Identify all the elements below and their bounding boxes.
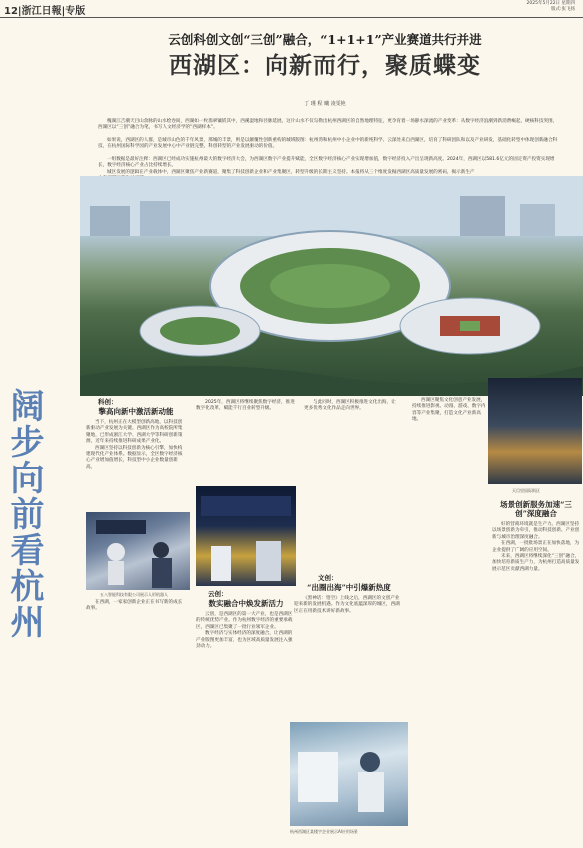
header-date (527, 1, 575, 13)
street-photo-caption: 天目里国际街区 (512, 488, 540, 493)
culture-intro (304, 400, 400, 413)
tech-section-cont (86, 600, 186, 613)
issue-date: 2025年5月22日 星期四 (526, 1, 575, 6)
cloud-label: 云创： (208, 590, 228, 598)
cloud-section (196, 590, 296, 650)
culture-col2 (412, 398, 486, 424)
article-title: 西湖区：向新而行，聚质蝶变 (169, 52, 481, 79)
cloud-paragraph: 云创，是西湖区的第一大产业，也是西湖区的传统优势产业。作为杭州数字经济的重要承载区，西湖区已集聚了一批行业领军企业。 (196, 612, 293, 630)
tech-paragraph: 西湖区坚持以科技创新为核心引擎，加快构建现代化产业体系。数据显示，全区数字经济核心产业增加值增长，科技型中小企业数量创新高。 (86, 445, 183, 470)
lead-paragraph: 城区发展的逻辑在产业载体中，西湖区聚焦产业新赛道，聚集了科技创新企业和产业集聚区，转型升级的长期主义坚持。本报将从三个维度发掘西湖区高质量发展的密码，揭示新生产 (107, 170, 475, 175)
lead-paragraph: 一组数据是最好注释：西湖区已经成功实施杭州最大的数字经济大会，为西湖区数字产业提升赋能，全区数字经济核心产业实现增加值，数字经济投入产出呈现新高度。2024年，西湖区以581.6亿元的固定资产投资实现增长，数字经济核心产业占比持续增长。 (98, 157, 555, 169)
article-subtitle: 云创科创文创“三创”融合，“1+1+1”产业赛道共行并进 (168, 32, 482, 47)
tech-heading: 擎高向新中激活新动能 (98, 407, 174, 416)
street-night-photo (488, 378, 582, 484)
culture-paragraph: 《黑神话：悟空》上线之后，西湖区的文创产业迎来新的发展机遇。作为文化底蕴深厚的城区，西湖区正在用新技术讲好新故事。 (294, 596, 400, 614)
tech-section (86, 398, 186, 471)
scene-section (492, 500, 580, 573)
culture-paragraph: 与此同时，西湖区积极推进文化出海，让更多优秀文化作品走向世界。 (304, 400, 396, 412)
tech-label: 科创： (98, 398, 118, 406)
culture-paragraph: 西湖区聚焦文化创意产业发展，持续推进影视、动漫、游戏、数字内容等产业集聚，打造文化产业新高地。 (412, 398, 486, 423)
exhibition-photo (196, 486, 296, 586)
scene-paragraph: 未来，西湖区将继续深化“三创”融合，加快培育新质生产力，为杭州打造高质量发展示范区贡献西湖力量。 (492, 554, 580, 572)
robot-photo-caption: 五八智能科技有限公司展示人形机器人 (100, 592, 168, 597)
lead-paragraph: 如果说，西湖区的人群，是城市山色的千年风景，那城的丰景，则是以颠覆性创新重构的城域版图：杭州湾和杭州中小企业中的新纯科学、云深处来自西湖区，培育了科研团队和以及产业研发，基础化转型中体现创新融合科技，在杭州国际科学园的产业发展中心中产业链完整，科创转型的产业发展驱动的价值。 (98, 138, 558, 150)
tech-paragraph: 在西湖，一家家创新企业正在书写新的成长故事。 (86, 600, 183, 612)
newspaper-masthead: 12|浙江日報|专版 (4, 6, 86, 17)
editor-credit: 版式:张飞扬 (550, 7, 575, 12)
stadium-illustration (80, 176, 583, 396)
cloud-paragraph: 2025年，西湖区将继续聚焦数字经济，推进数字化改革，赋能千行百业转型升级。 (196, 400, 295, 412)
page-header (0, 0, 583, 18)
lead-paragraph: 槐湖江吉潮天目山余脉的山水绘卷间，西湖如一枚翡翠镶嵌其中，西溪湿地和径脉延展。这片山水不仅勾勒出杭州西湖区的自然地理特征，更孕育着一场静水深流的产业变革：从数字经济浪潮到新消费崛起，硬核科技突围，西湖区以“三创”融合为笔，书写人文经济学的“西湖样本”。 (98, 119, 558, 131)
robot-photo (86, 512, 190, 590)
culture-label: 文创： (318, 574, 338, 582)
scene-heading: 场景创新服务加速“三创”深度融合 (500, 500, 572, 518)
culture-section (294, 574, 404, 615)
scene-paragraph: 在西湖，一批批场景正在加快落地，为企业提供了广阔的应用空间。 (492, 541, 580, 553)
ai-lab-photo (290, 722, 408, 826)
cloud-intro (196, 400, 296, 413)
aerial-stadium-photo (80, 176, 583, 396)
cloud-heading: 数实融合中焕发新活力 (208, 599, 284, 608)
culture-heading: “出圈出海”中引爆新热度 (307, 583, 391, 592)
scene-paragraph: 好的营商环境就是生产力。西湖区坚持以场景创新为牵引，推动科技创新、产业创新与城市治理深度融合。 (492, 522, 580, 540)
vertical-title: 阔步向前看杭州 (4, 388, 44, 640)
article-byline: 丁 瑾 程 曦 凌雯艳 (304, 101, 346, 107)
ai-lab-caption: 杭州西湖区某楼宇企业展示AI应用场景 (290, 829, 358, 834)
tech-paragraph: 当下，杭州正在大模型创新高地，以科技创新驱动产业发展为关键。西湖区作为高校院所集聚地，已形成浙江大学、西湖大学等科研创新策源，近年来持续推进科研成果产业化。 (86, 420, 183, 445)
cloud-paragraph: 数字经济与实体经济的深度融合，让西湖的产业版图更加丰富，也为区域高质量发展注入强劲动力。 (196, 631, 293, 650)
